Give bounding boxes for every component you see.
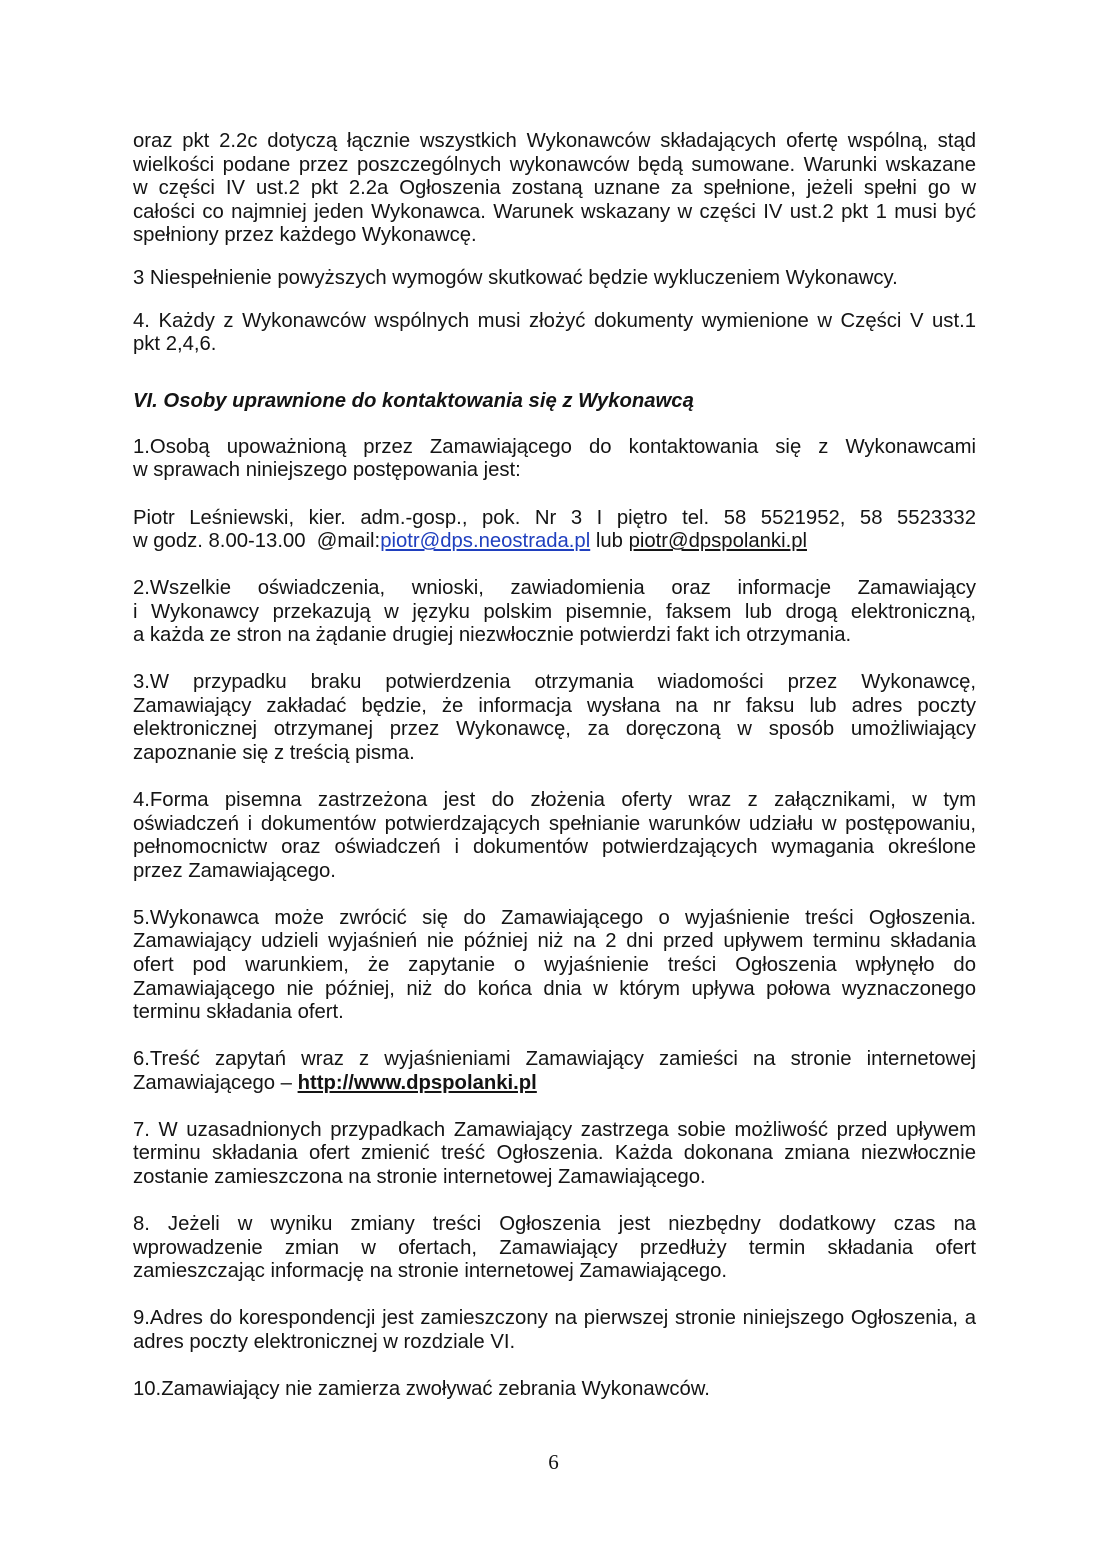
text-line: terminu składania ofert. xyxy=(133,1001,344,1024)
text-line: całości co najmniej jeden Wykonawca. Warunek wskazany w części IV ust.2 pkt 1 musi być xyxy=(133,200,976,223)
text-line: Zamawiający udzieli wyjaśnień nie później niż na 2 dni przed upływem terminu składania xyxy=(133,930,976,953)
text-line: elektronicznej otrzymanej przez Wykonawcę, za doręczoną w sposób umożliwiający xyxy=(133,718,976,741)
heading-text: VI. Osoby uprawnione do kontaktowania się z Wykonawcą xyxy=(133,389,694,412)
text-line: oraz pkt 2.2c dotyczą łącznie wszystkich Wykonawców składających ofertę wspólną, stąd xyxy=(133,130,976,152)
email-link-primary[interactable]: piotr@dps.neostrada.pl xyxy=(380,530,591,553)
section-vi-item-4 xyxy=(133,789,976,883)
text-line: wprowadzenie zmian w ofertach, Zamawiający przedłuży termin składania ofert xyxy=(133,1236,976,1259)
document-page xyxy=(133,130,976,1401)
text-line: 5.Wykonawca może zwrócić się do Zamawiającego o wyjaśnienie treści Ogłoszenia. xyxy=(133,906,976,929)
website-prefix: Zamawiającego – xyxy=(133,1071,298,1094)
text-line: 8. Jeżeli w wyniku zmiany treści Ogłoszenia jest niezbędny dodatkowy czas na xyxy=(133,1212,976,1235)
text-line: w sprawach niniejszego postępowania jest: xyxy=(133,459,521,482)
text-line: przez Zamawiającego. xyxy=(133,859,336,882)
text-line: 1.Osobą upoważnioną przez Zamawiającego do kontaktowania się z Wykonawcami xyxy=(133,435,976,458)
section-vi-item-3 xyxy=(133,671,976,765)
text-line: 3 Niespełnienie powyższych wymogów skutkować będzie wykluczeniem Wykonawcy. xyxy=(133,266,898,289)
website-link[interactable]: http://www.dpspolanki.pl xyxy=(297,1071,537,1094)
email-separator: lub xyxy=(590,530,629,553)
contact-hours-line xyxy=(133,530,976,554)
text-line: 4.Forma pisemna zastrzeżona jest do złożenia oferty wraz z załącznikami, w tym xyxy=(133,789,976,812)
section-vi-item-6 xyxy=(133,1048,976,1095)
text-line: w części IV ust.2 pkt 2.2a Ogłoszenia zostaną uznane za spełnione, jeżeli spełni go w xyxy=(133,177,976,200)
text-line: Piotr Leśniewski, kier. adm.-gosp., pok. Nr 3 I piętro tel. 58 5521952, 58 5523332 xyxy=(133,506,976,529)
text-line: oświadczeń i dokumentów potwierdzających spełnianie warunków udziału w postępowaniu, xyxy=(133,812,976,835)
text-line: terminu składania ofert zmienić treść Ogłoszenia. Każda dokonana zmiana niezwłocznie xyxy=(133,1142,976,1165)
section-vi-item-8 xyxy=(133,1213,976,1284)
text-line: Zamawiającego nie później, niż do końca dnia w którym upływa połowa wyznaczonego xyxy=(133,977,976,1000)
text-line: zostanie zamieszczona na stronie internetowej Zamawiającego. xyxy=(133,1165,706,1188)
text-line: Zamawiający zakładać będzie, że informacja wysłana na nr faksu lub adres poczty xyxy=(133,694,976,717)
text-line: 9.Adres do korespondencji jest zamieszczony na pierwszej stronie niniejszego Ogłoszenia, a xyxy=(133,1307,976,1330)
section-heading xyxy=(133,390,976,414)
text-line: pełnomocnictw oraz oświadczeń i dokumentów potwierdzających wymagania określone xyxy=(133,836,976,859)
text-line: zamieszczając informację na stronie internetowej Zamawiającego. xyxy=(133,1260,728,1283)
paragraph-item-3 xyxy=(133,267,976,291)
text-line: 7. W uzasadnionych przypadkach Zamawiający zastrzega sobie możliwość przed upływem xyxy=(133,1118,976,1141)
hours-prefix: w godz. 8.00-13.00 @mail: xyxy=(133,530,381,553)
text-line: 3.W przypadku braku potwierdzenia otrzymania wiadomości przez Wykonawcę, xyxy=(133,671,976,694)
text-line: 4. Każdy z Wykonawców wspólnych musi złożyć dokumenty wymienione w Części V ust.1 xyxy=(133,309,976,332)
section-vi-item-9 xyxy=(133,1307,976,1354)
section-vi-item-1 xyxy=(133,436,976,483)
text-line: spełniony przez każdego Wykonawcę. xyxy=(133,224,477,247)
text-line: pkt 2,4,6. xyxy=(133,333,217,356)
section-vi-item-7 xyxy=(133,1119,976,1190)
email-link-secondary[interactable]: piotr@dpspolanki.pl xyxy=(628,530,807,553)
section-vi-item-2 xyxy=(133,577,976,648)
text-line: adres poczty elektronicznej w rozdziale VI. xyxy=(133,1330,516,1353)
continuation-paragraph xyxy=(133,130,976,248)
section-vi-item-10 xyxy=(133,1378,976,1402)
text-line: i Wykonawcy przekazują w języku polskim pisemnie, faksem lub drogą elektroniczną, xyxy=(133,600,976,623)
text-line: a każda ze stron na żądanie drugiej niezwłocznie potwierdzi fakt ich otrzymania. xyxy=(133,624,852,647)
contact-paragraph xyxy=(133,507,976,554)
website-line xyxy=(133,1072,976,1096)
text-line: wielkości podane przez poszczególnych wykonawców będą sumowane. Warunki wskazane xyxy=(133,153,976,176)
text-line: 10.Zamawiający nie zamierza zwoływać zebrania Wykonawców. xyxy=(133,1377,710,1400)
text-line: 6.Treść zapytań wraz z wyjaśnieniami Zamawiający zamieści na stronie internetowej xyxy=(133,1048,976,1071)
text-line: zapoznanie się z treścią pisma. xyxy=(133,742,415,765)
section-vi-item-5 xyxy=(133,907,976,1025)
paragraph-item-4 xyxy=(133,310,976,357)
text-line: 2.Wszelkie oświadczenia, wnioski, zawiadomienia oraz informacje Zamawiający xyxy=(133,577,976,600)
text-line: ofert pod warunkiem, że zapytanie o wyjaśnienie treści Ogłoszenia wpłynęło do xyxy=(133,953,976,976)
page-number: 6 xyxy=(548,1450,559,1474)
